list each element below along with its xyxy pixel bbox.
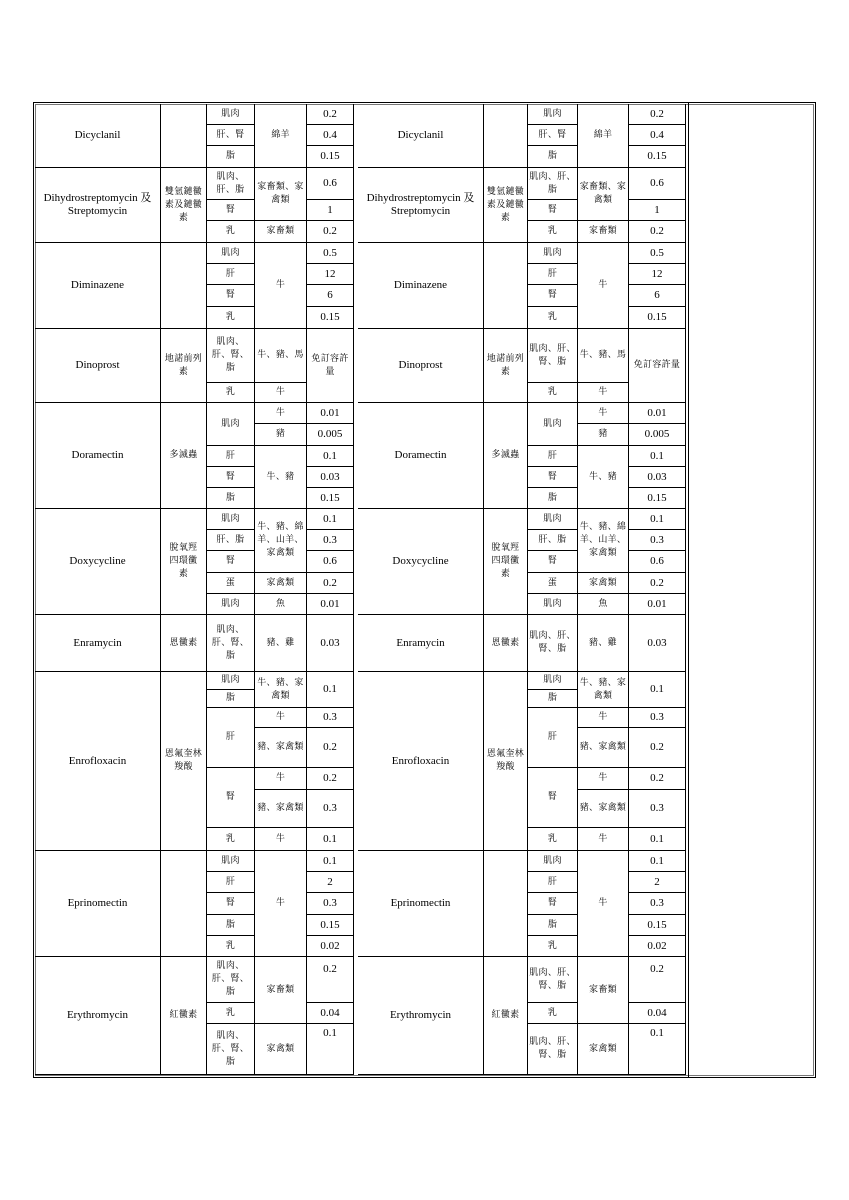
drug-row-group: [358, 957, 678, 1075]
mrl-cell: 0.04: [629, 1003, 686, 1024]
species-cell: 牛: [255, 828, 307, 851]
drug-chinese-name: [484, 851, 528, 957]
mrl-cell: 2: [629, 872, 686, 893]
tissue-cell: 肝: [207, 708, 255, 768]
tissue-cell: 腎: [528, 551, 578, 573]
mrl-cell: 0.4: [629, 125, 686, 146]
tissue-cell: 肝、腎: [528, 125, 578, 146]
tissue-cell: 乳: [528, 221, 578, 243]
mrl-cell: 0.2: [629, 104, 686, 125]
species-cell: 豬、家禽類: [578, 728, 629, 768]
species-cell: 家禽類: [578, 573, 629, 594]
mrl-cell: 0.5: [629, 243, 686, 264]
mrl-cell: 0.6: [629, 168, 686, 200]
drug-row-group: [35, 168, 355, 243]
table-right-half: [358, 104, 688, 1076]
species-cell: 牛: [578, 708, 629, 728]
drug-row-group: [35, 243, 355, 329]
tissue-cell: 肝: [528, 264, 578, 285]
mrl-cell: 0.3: [307, 893, 354, 915]
species-cell: 牛、豬、家禽類: [578, 672, 629, 708]
mrl-cell: 0.15: [307, 915, 354, 936]
mrl-cell: 0.3: [307, 708, 354, 728]
species-cell: 牛、豬、馬: [255, 329, 307, 383]
drug-name: Erythromycin: [358, 957, 484, 1075]
mrl-cell: 0.2: [307, 957, 354, 1003]
tissue-cell: 乳: [528, 828, 578, 851]
drug-name: Dihydrostreptomycin 及 Streptomycin: [35, 168, 161, 243]
drug-name: Doxycycline: [358, 509, 484, 615]
tissue-cell: 腎: [528, 285, 578, 307]
species-cell: 牛: [578, 243, 629, 329]
tissue-cell: 肌肉: [207, 243, 255, 264]
species-cell: 家畜類: [578, 221, 629, 243]
mrl-cell: 2: [307, 872, 354, 893]
tissue-cell: 脂: [207, 915, 255, 936]
mrl-cell: 0.3: [629, 790, 686, 828]
mrl-cell: 6: [307, 285, 354, 307]
tissue-cell: 腎: [207, 285, 255, 307]
table-left-half: [35, 104, 355, 1076]
mrl-cell: 1: [307, 200, 354, 221]
tissue-cell: 乳: [207, 1003, 255, 1024]
mrl-cell: 0.2: [307, 768, 354, 790]
drug-name: Erythromycin: [35, 957, 161, 1075]
species-cell: 魚: [255, 594, 307, 615]
mrl-cell: 0.2: [629, 957, 686, 1003]
tissue-cell: 肌肉、肝、腎、脂: [207, 1024, 255, 1075]
mrl-cell: 0.6: [307, 168, 354, 200]
mrl-cell: 0.1: [307, 1024, 354, 1075]
species-cell: 牛、豬、綿羊、山羊、家禽類: [578, 509, 629, 573]
mrl-cell: 0.03: [307, 467, 354, 488]
drug-chinese-name: 雙氫鏈黴素及鏈黴素: [484, 168, 528, 243]
mrl-cell: 0.3: [629, 708, 686, 728]
drug-chinese-name: 脫氧羥四環黴素: [484, 509, 528, 615]
tissue-cell: 肝: [528, 872, 578, 893]
mrl-cell: 0.03: [307, 615, 354, 672]
tissue-cell: 肝: [207, 446, 255, 467]
drug-row-group: [35, 957, 355, 1075]
mrl-cell: 0.2: [629, 221, 686, 243]
mrl-cell: 0.2: [629, 768, 686, 790]
tissue-cell: 肌肉: [207, 851, 255, 872]
species-cell: 家畜類: [578, 957, 629, 1024]
tissue-cell: 乳: [207, 383, 255, 403]
species-cell: 豬、家禽類: [255, 728, 307, 768]
tissue-cell: 脂: [207, 146, 255, 168]
drug-name: Enrofloxacin: [358, 672, 484, 851]
tissue-cell: 肌肉: [528, 851, 578, 872]
drug-chinese-name: 恩黴素: [161, 615, 207, 672]
mrl-cell: 0.1: [307, 446, 354, 467]
species-cell: 牛、豬、家禽類: [255, 672, 307, 708]
tissue-cell: 肝、腎: [207, 125, 255, 146]
mrl-cell: 0.1: [629, 446, 686, 467]
drug-row-group: [358, 104, 678, 168]
mrl-cell: 0.4: [307, 125, 354, 146]
mrl-cell: 0.1: [307, 509, 354, 530]
tissue-cell: 乳: [528, 307, 578, 329]
drug-chinese-name: 恩氟奎林羧酸: [161, 672, 207, 851]
tissue-cell: 乳: [207, 936, 255, 957]
mrl-cell: 0.2: [629, 728, 686, 768]
species-cell: 家禽類: [255, 573, 307, 594]
tissue-cell: 肝: [207, 872, 255, 893]
drug-chinese-name: 紅黴素: [484, 957, 528, 1075]
mrl-cell: 1: [629, 200, 686, 221]
tissue-cell: 乳: [207, 221, 255, 243]
drug-name: Doxycycline: [35, 509, 161, 615]
drug-row-group: [358, 615, 678, 672]
mrl-cell: 0.3: [307, 790, 354, 828]
tissue-cell: 肌肉、肝、脂: [207, 168, 255, 200]
tissue-cell: 乳: [528, 383, 578, 403]
mrl-cell: 0.2: [307, 728, 354, 768]
drug-name: Dicyclanil: [358, 104, 484, 168]
mrl-cell: 0.15: [629, 488, 686, 509]
tissue-cell: 蛋: [207, 573, 255, 594]
drug-name: Dinoprost: [35, 329, 161, 403]
mrl-cell: 0.2: [307, 104, 354, 125]
tissue-cell: 肝: [528, 446, 578, 467]
mrl-cell: 0.01: [629, 403, 686, 424]
tissue-cell: 脂: [528, 915, 578, 936]
tissue-cell: 腎: [207, 551, 255, 573]
tissue-cell: 肌肉: [207, 104, 255, 125]
drug-row-group: [35, 851, 355, 957]
mrl-cell: 0.15: [629, 146, 686, 168]
tissue-cell: 肌肉、肝、腎、脂: [207, 957, 255, 1003]
mrl-cell: 0.03: [629, 467, 686, 488]
tissue-cell: 肝、脂: [528, 530, 578, 551]
mrl-cell: 0.1: [307, 828, 354, 851]
mrl-cell: 0.005: [307, 424, 354, 446]
drug-name: Doramectin: [35, 403, 161, 509]
mrl-cell: 免訂容許量: [629, 329, 686, 403]
mrl-cell: 免訂容許量: [307, 329, 354, 403]
drug-chinese-name: 恩氟奎林羧酸: [484, 672, 528, 851]
tissue-cell: 肌肉、肝、脂: [528, 168, 578, 200]
species-cell: 牛: [578, 828, 629, 851]
mrl-cell: 12: [629, 264, 686, 285]
species-cell: 豬、家禽類: [578, 790, 629, 828]
species-cell: 家畜類: [255, 221, 307, 243]
species-cell: 牛、豬: [255, 446, 307, 509]
tissue-cell: 肌肉: [207, 594, 255, 615]
species-cell: 魚: [578, 594, 629, 615]
mrl-cell: 0.6: [307, 551, 354, 573]
tissue-cell: 腎: [528, 893, 578, 915]
species-cell: 綿羊: [255, 104, 307, 168]
drug-chinese-name: [484, 104, 528, 168]
tissue-cell: 脂: [207, 690, 255, 708]
species-cell: 牛: [578, 851, 629, 957]
drug-name: Doramectin: [358, 403, 484, 509]
drug-chinese-name: 多滅蟲: [161, 403, 207, 509]
species-cell: 綿羊: [578, 104, 629, 168]
species-cell: 牛: [578, 768, 629, 790]
tissue-cell: 肝、脂: [207, 530, 255, 551]
drug-row-group: [35, 403, 355, 509]
species-cell: 牛: [255, 403, 307, 424]
drug-chinese-name: [161, 243, 207, 329]
species-cell: 豬: [255, 424, 307, 446]
drug-name: Enrofloxacin: [35, 672, 161, 851]
species-cell: 牛、豬: [578, 446, 629, 509]
species-cell: 豬、雞: [255, 615, 307, 672]
drug-name: Dinoprost: [358, 329, 484, 403]
drug-chinese-name: 恩黴素: [484, 615, 528, 672]
tissue-cell: 腎: [207, 200, 255, 221]
tissue-cell: 乳: [528, 1003, 578, 1024]
species-cell: 家畜類: [255, 957, 307, 1024]
mrl-cell: 0.1: [629, 672, 686, 708]
drug-chinese-name: 雙氫鏈黴素及鏈黴素: [161, 168, 207, 243]
mrl-cell: 0.04: [307, 1003, 354, 1024]
mrl-cell: 0.005: [629, 424, 686, 446]
drug-chinese-name: 紅黴素: [161, 957, 207, 1075]
tissue-cell: 肌肉: [528, 594, 578, 615]
tissue-cell: 脂: [207, 488, 255, 509]
drug-row-group: [358, 403, 678, 509]
mrl-cell: 0.1: [307, 672, 354, 708]
species-cell: 家禽類: [255, 1024, 307, 1075]
drug-row-group: [358, 851, 678, 957]
tissue-cell: 肌肉、肝、腎、脂: [528, 615, 578, 672]
species-cell: 牛: [578, 403, 629, 424]
species-cell: 家畜類、家禽類: [255, 168, 307, 221]
species-cell: 牛: [578, 383, 629, 403]
tissue-cell: 肌肉: [528, 672, 578, 690]
mrl-cell: 0.1: [629, 509, 686, 530]
species-cell: 家禽類: [578, 1024, 629, 1075]
tissue-cell: 蛋: [528, 573, 578, 594]
species-cell: 豬、家禽類: [255, 790, 307, 828]
tissue-cell: 腎: [528, 768, 578, 828]
tissue-cell: 乳: [207, 307, 255, 329]
tissue-cell: 腎: [207, 893, 255, 915]
drug-name: Diminazene: [35, 243, 161, 329]
tissue-cell: 肌肉: [207, 509, 255, 530]
drug-chinese-name: [161, 851, 207, 957]
species-cell: 牛、豬、綿羊、山羊、家禽類: [255, 509, 307, 573]
tissue-cell: 肝: [207, 264, 255, 285]
tissue-cell: 肌肉: [528, 403, 578, 446]
drug-row-group: [35, 104, 355, 168]
drug-name: Eprinomectin: [35, 851, 161, 957]
tissue-cell: 肌肉: [528, 243, 578, 264]
species-cell: 牛: [255, 243, 307, 329]
drug-name: Enramycin: [358, 615, 484, 672]
tissue-cell: 肌肉: [528, 509, 578, 530]
drug-chinese-name: 地諾前列素: [484, 329, 528, 403]
tissue-cell: 肌肉、肝、腎、脂: [528, 1024, 578, 1075]
species-cell: 牛: [255, 708, 307, 728]
tissue-cell: 肌肉、肝、腎、脂: [207, 615, 255, 672]
species-cell: 牛、豬、馬: [578, 329, 629, 383]
tissue-cell: 肌肉、肝、腎、脂: [528, 329, 578, 383]
mrl-cell: 0.02: [307, 936, 354, 957]
mrl-cell: 0.02: [629, 936, 686, 957]
drug-name: Dihydrostreptomycin 及 Streptomycin: [358, 168, 484, 243]
mrl-cell: 0.01: [629, 594, 686, 615]
mrl-cell: 0.03: [629, 615, 686, 672]
tissue-cell: 腎: [528, 200, 578, 221]
mrl-cell: 0.6: [629, 551, 686, 573]
tissue-cell: 脂: [528, 488, 578, 509]
drug-chinese-name: 地諾前列素: [161, 329, 207, 403]
drug-row-group: [358, 509, 678, 615]
tissue-cell: 腎: [528, 467, 578, 488]
drug-chinese-name: 脫氧羥四環黴素: [161, 509, 207, 615]
species-cell: 豬: [578, 424, 629, 446]
tissue-cell: 肌肉: [207, 403, 255, 446]
mrl-cell: 0.1: [629, 1024, 686, 1075]
drug-row-group: [358, 672, 678, 851]
mrl-cell: 0.3: [629, 530, 686, 551]
drug-row-group: [35, 509, 355, 615]
species-cell: 家畜類、家禽類: [578, 168, 629, 221]
drug-row-group: [358, 243, 678, 329]
tissue-cell: 肌肉、肝、腎、脂: [528, 957, 578, 1003]
tissue-cell: 脂: [528, 146, 578, 168]
mrl-cell: 0.15: [629, 915, 686, 936]
tissue-cell: 肝: [528, 708, 578, 768]
drug-row-group: [35, 615, 355, 672]
table-divider: [688, 102, 689, 1078]
tissue-cell: 肌肉: [528, 104, 578, 125]
mrl-cell: 0.3: [629, 893, 686, 915]
tissue-cell: 肌肉、肝、腎、脂: [207, 329, 255, 383]
drug-name: Enramycin: [35, 615, 161, 672]
drug-row-group: [358, 168, 678, 243]
tissue-cell: 乳: [207, 828, 255, 851]
mrl-cell: 0.2: [307, 221, 354, 243]
mrl-cell: 0.2: [629, 573, 686, 594]
species-cell: 牛: [255, 768, 307, 790]
mrl-cell: 6: [629, 285, 686, 307]
mrl-cell: 0.1: [629, 828, 686, 851]
mrl-cell: 0.15: [307, 307, 354, 329]
mrl-cell: 0.5: [307, 243, 354, 264]
mrl-cell: 0.1: [307, 851, 354, 872]
mrl-cell: 0.01: [307, 594, 354, 615]
drug-chinese-name: [484, 243, 528, 329]
tissue-cell: 腎: [207, 467, 255, 488]
tissue-cell: 腎: [207, 768, 255, 828]
drug-row-group: [35, 672, 355, 851]
mrl-cell: 0.15: [307, 146, 354, 168]
drug-row-group: [358, 329, 681, 403]
mrl-cell: 0.15: [307, 488, 354, 509]
tissue-cell: 脂: [528, 690, 578, 708]
species-cell: 豬、雞: [578, 615, 629, 672]
mrl-cell: 12: [307, 264, 354, 285]
species-cell: 牛: [255, 851, 307, 957]
drug-name: Eprinomectin: [358, 851, 484, 957]
drug-chinese-name: [161, 104, 207, 168]
drug-chinese-name: 多滅蟲: [484, 403, 528, 509]
species-cell: 牛: [255, 383, 307, 403]
tissue-cell: 肌肉: [207, 672, 255, 690]
tissue-cell: 乳: [528, 936, 578, 957]
drug-name: Dicyclanil: [35, 104, 161, 168]
drug-name: Diminazene: [358, 243, 484, 329]
mrl-cell: 0.2: [307, 573, 354, 594]
mrl-cell: 0.1: [629, 851, 686, 872]
mrl-cell: 0.01: [307, 403, 354, 424]
mrl-cell: 0.15: [629, 307, 686, 329]
drug-row-group: [35, 329, 355, 403]
mrl-cell: 0.3: [307, 530, 354, 551]
